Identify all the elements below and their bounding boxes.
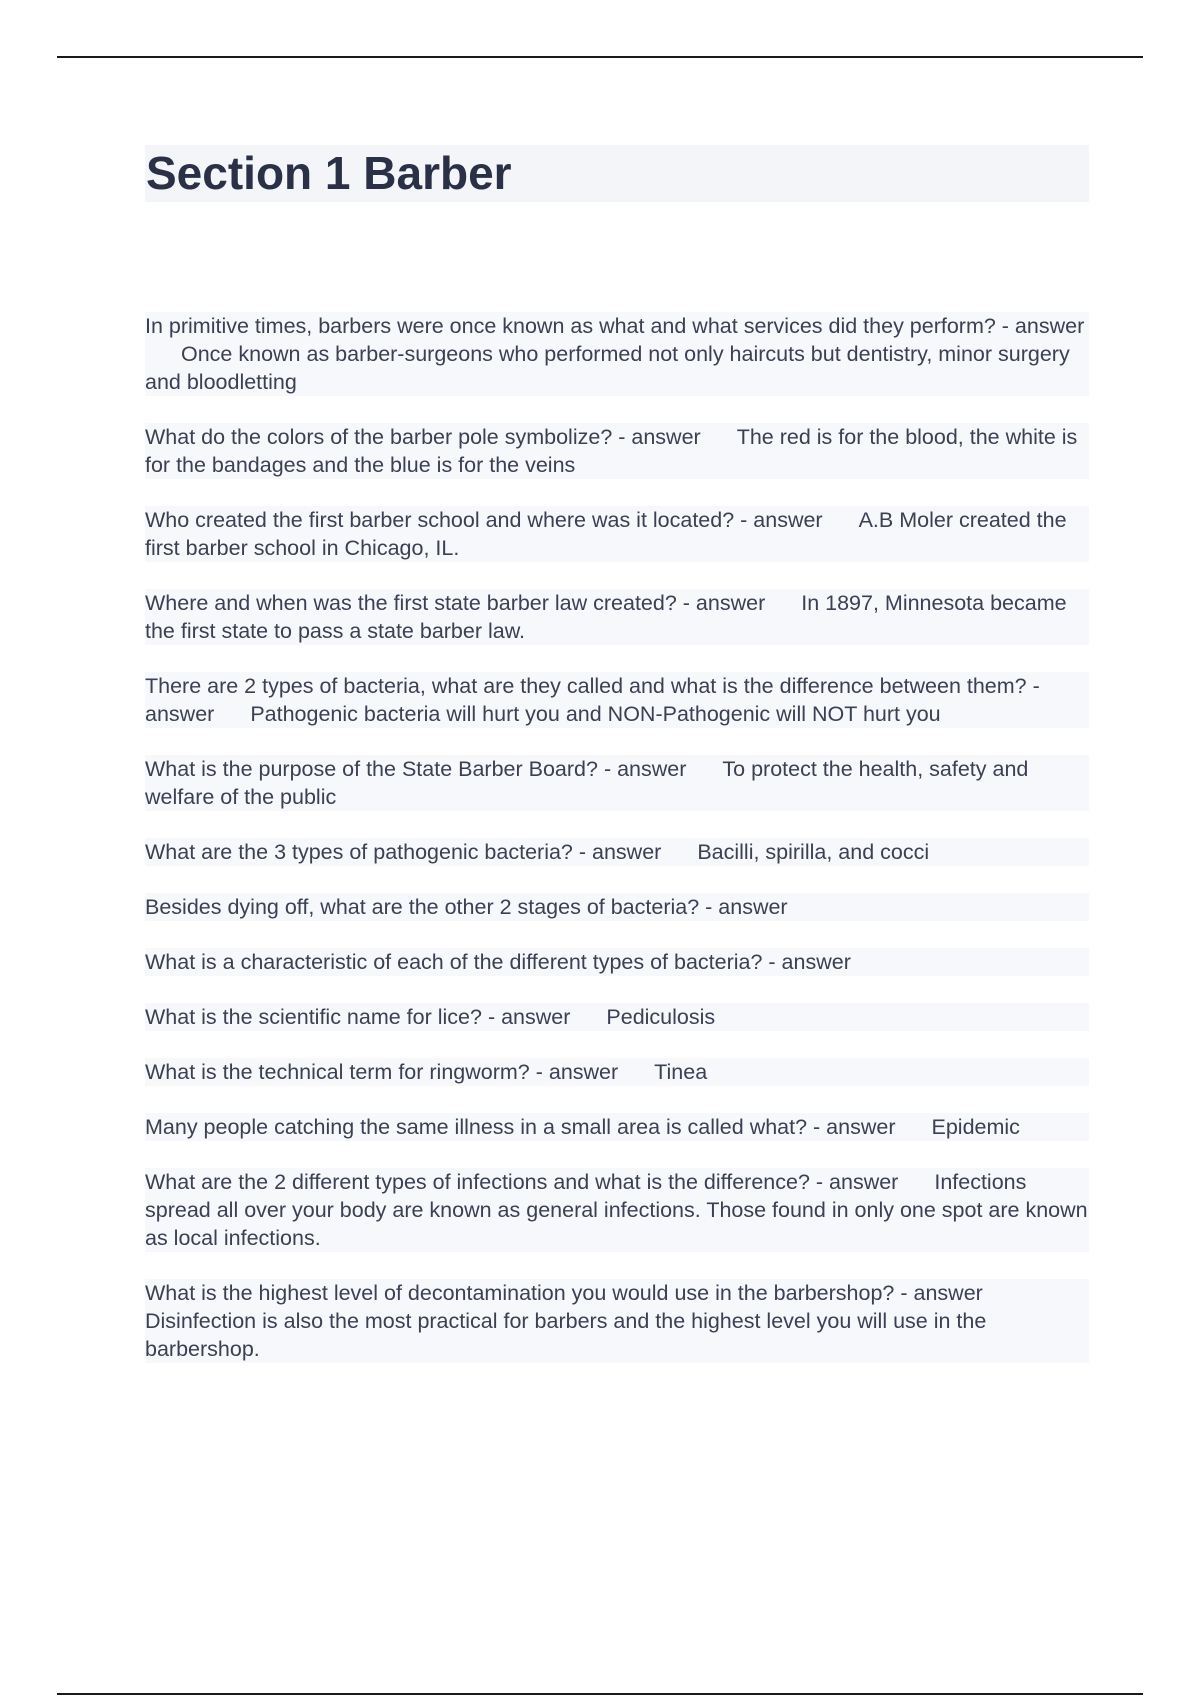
qa-list [145, 312, 1089, 1363]
answer-text: The red is for the blood, the white is for the bandages and the blue is for the veins [145, 425, 1078, 477]
question-text: What do the colors of the barber pole symbolize? [145, 425, 613, 449]
qa-item [145, 1279, 1089, 1363]
qa-item [145, 672, 1089, 728]
answer-separator: - answer [597, 757, 687, 781]
question-text: What is the highest level of decontamination you would use in the barbershop? [145, 1281, 895, 1305]
answer-text: Pediculosis [606, 1005, 716, 1029]
answer-separator: - answer [676, 591, 766, 615]
answer-text: To protect the health, safety and welfare of the public [145, 757, 1029, 809]
answer-separator: - answer [481, 1005, 571, 1029]
qa-item [145, 1113, 1089, 1141]
answer-text: Bacilli, spirilla, and cocci [697, 840, 930, 864]
qa-item [145, 948, 1089, 976]
top-rule [57, 56, 1143, 58]
answer-text: Once known as barber-surgeons who performed not only haircuts but dentistry, minor surgery and bloodletting [145, 342, 1070, 394]
qa-item [145, 1003, 1089, 1031]
question-text: What are the 3 types of pathogenic bacteria? [145, 840, 573, 864]
answer-separator: - answer [807, 1115, 896, 1139]
qa-item [145, 838, 1089, 866]
question-text: Where and when was the first state barber law created? [145, 591, 677, 615]
qa-item [145, 506, 1089, 562]
answer-separator: - answer [995, 314, 1085, 338]
qa-item [145, 893, 1089, 921]
question-text: What are the 2 different types of infections and what is the difference? [145, 1170, 810, 1194]
answer-separator: - answer [762, 950, 851, 974]
answer-text: Epidemic [931, 1115, 1020, 1139]
qa-item [145, 1168, 1089, 1252]
question-text: Many people catching the same illness in a small area is called what? [145, 1115, 808, 1139]
question-text: There are 2 types of bacteria, what are they called and what is the difference between them? [145, 674, 1027, 698]
question-text: Who created the first barber school and where was it located? [145, 508, 735, 532]
answer-separator: - answer [894, 1281, 983, 1305]
answer-text: Pathogenic bacteria will hurt you and NON-Pathogenic will NOT hurt you [250, 702, 941, 726]
question-text: What is a characteristic of each of the different types of bacteria? [145, 950, 763, 974]
answer-separator: - answer [699, 895, 788, 919]
answer-text: Disinfection is also the most practical for barbers and the highest level you will use in the barbershop. [145, 1309, 987, 1361]
question-text: What is the purpose of the State Barber Board? [145, 757, 598, 781]
answer-text: A.B Moler created the first barber school in Chicago, IL. [145, 508, 1067, 560]
answer-text: Tinea [654, 1060, 708, 1084]
question-text: What is the scientific name for lice? [145, 1005, 482, 1029]
answer-separator: - answer [612, 425, 701, 449]
qa-item [145, 312, 1089, 396]
question-text: In primitive times, barbers were once known as what and what services did they perform? [145, 314, 996, 338]
question-text: What is the technical term for ringworm? [145, 1060, 530, 1084]
qa-item [145, 423, 1089, 479]
question-text: Besides dying off, what are the other 2 stages of bacteria? [145, 895, 700, 919]
answer-text: In 1897, Minnesota became the first state to pass a state barber law. [145, 591, 1067, 643]
qa-item [145, 1058, 1089, 1086]
answer-separator: - answer [529, 1060, 619, 1084]
qa-item [145, 755, 1089, 811]
answer-separator: - answer [809, 1170, 899, 1194]
answer-separator: - answer [572, 840, 662, 864]
answer-separator: - answer [734, 508, 823, 532]
bottom-rule [57, 1693, 1143, 1695]
answer-separator: - answer [145, 674, 1040, 726]
document-body [145, 145, 1089, 1390]
answer-text: Infections spread all over your body are known as general infections. Those found in only one spot are known as local infections. [145, 1170, 1088, 1250]
qa-item [145, 589, 1089, 645]
page-title: Section 1 Barber [145, 145, 1089, 202]
